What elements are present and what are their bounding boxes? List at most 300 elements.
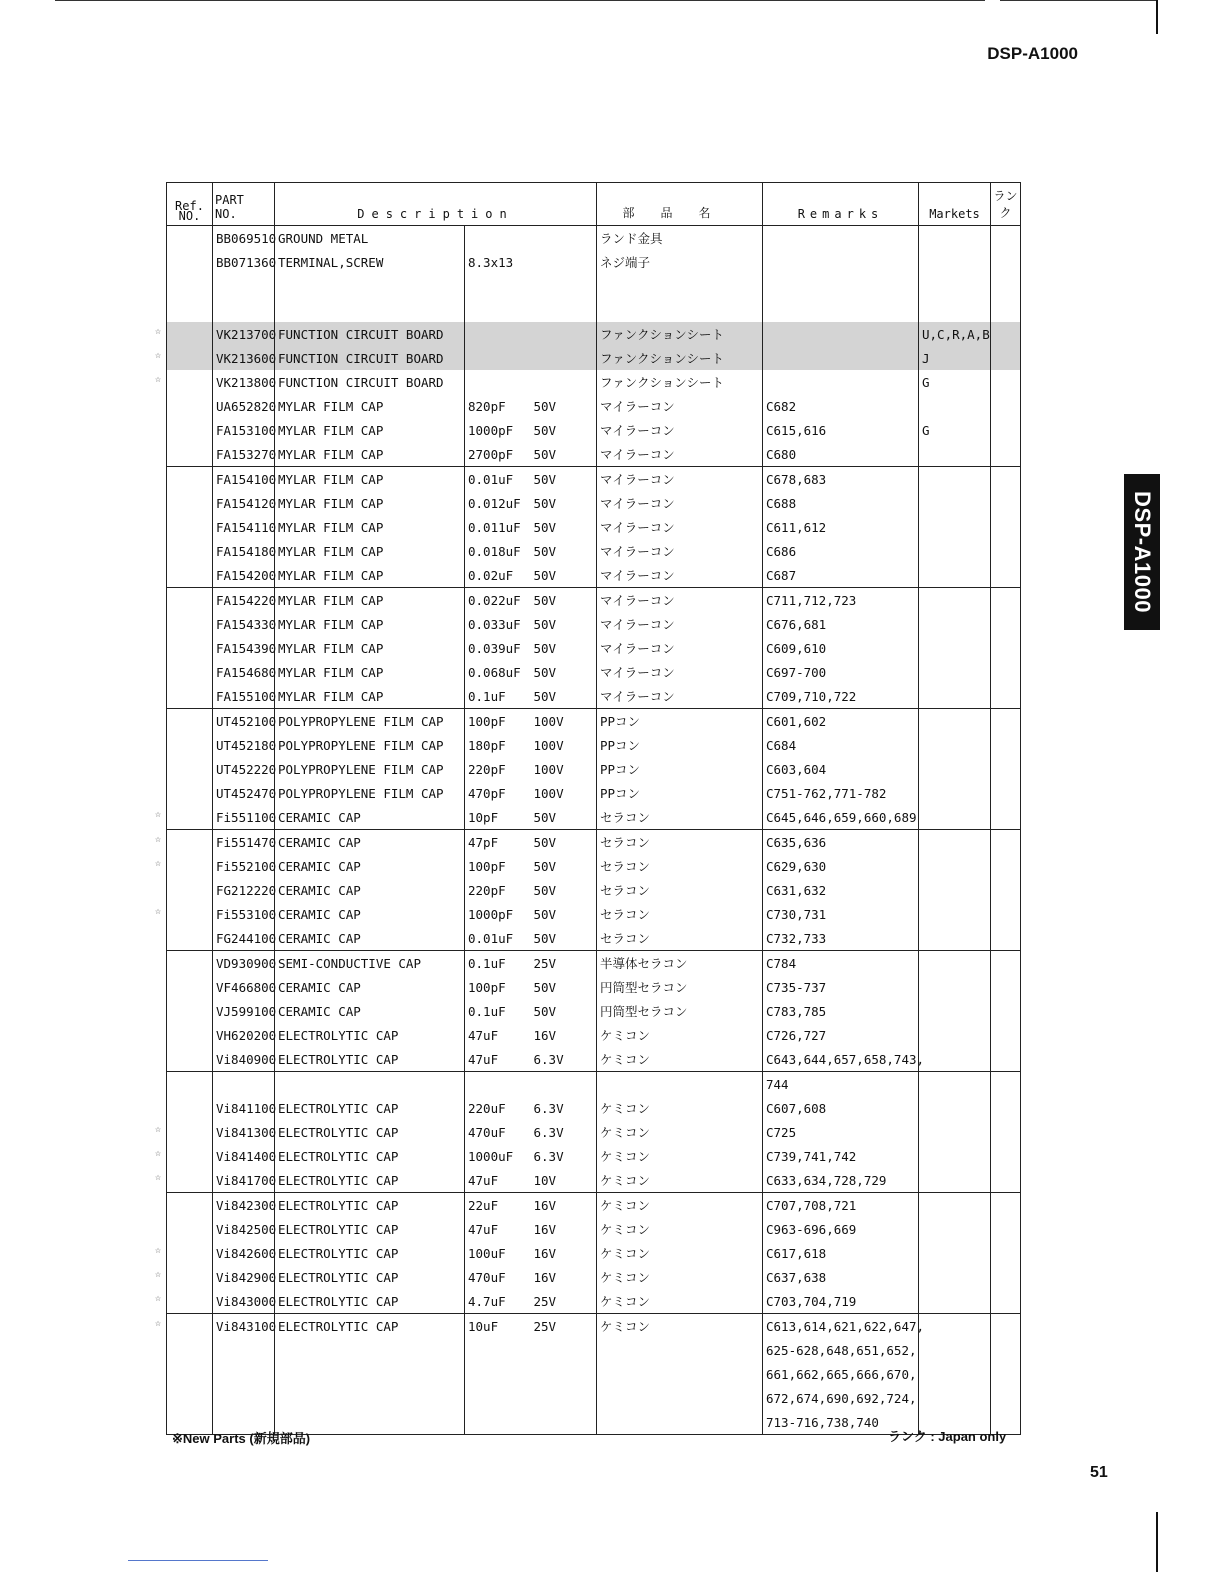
remarks-cell [763, 298, 919, 322]
markets-cell [919, 1362, 991, 1386]
value-cell: 820pF [465, 394, 531, 418]
part-number-cell: FA154680 [213, 660, 275, 684]
rank-cell [991, 660, 1021, 684]
description-cell [275, 1386, 465, 1410]
page-number: 51 [1090, 1464, 1108, 1481]
voltage-cell: 6.3V [531, 1096, 597, 1120]
japanese-name-cell: マイラーコン [597, 442, 763, 467]
rank-cell [991, 1362, 1021, 1386]
value-cell: 0.1uF [465, 684, 531, 709]
ref-cell [167, 733, 213, 757]
markets-cell [919, 1386, 991, 1410]
new-part-mark-icon: ☆ [155, 1269, 162, 1280]
part-number-cell: Fi553100 [213, 902, 275, 926]
description-cell: ELECTROLYTIC CAP [275, 1120, 465, 1144]
description-cell: ELECTROLYTIC CAP [275, 1023, 465, 1047]
remarks-cell: 661,662,665,666,670, [763, 1362, 919, 1386]
table-row [167, 878, 1021, 902]
new-part-mark-icon: ☆ [155, 858, 162, 869]
part-number-cell: FG244100 [213, 926, 275, 951]
crop-mark-bottom [1156, 1512, 1158, 1572]
voltage-cell: 50V [531, 830, 597, 855]
markets-cell [919, 1314, 991, 1339]
voltage-cell: 50V [531, 418, 597, 442]
description-cell: ELECTROLYTIC CAP [275, 1193, 465, 1218]
markets-cell [919, 902, 991, 926]
crop-mark-top [1156, 0, 1158, 34]
japanese-name-cell: ケミコン [597, 1096, 763, 1120]
ref-cell [167, 1096, 213, 1120]
value-cell [465, 1338, 531, 1362]
ref-cell [155, 346, 213, 370]
remarks-cell: C613,614,621,622,647, [763, 1314, 919, 1339]
table-row [167, 250, 1021, 274]
table-header-row [167, 183, 1021, 226]
markets-cell [919, 1023, 991, 1047]
remarks-cell: C963-696,669 [763, 1217, 919, 1241]
remarks-cell: C645,646,659,660,689 [763, 805, 919, 830]
part-number-cell: VJ599100 [213, 999, 275, 1023]
table-row [167, 1144, 1021, 1168]
description-cell: TERMINAL,SCREW [275, 250, 465, 274]
table-row [167, 1362, 1021, 1386]
japanese-name-cell: セラコン [597, 878, 763, 902]
rank-cell [991, 1144, 1021, 1168]
table-row [167, 442, 1021, 467]
description-cell [275, 1338, 465, 1362]
part-number-cell: Vi843000 [213, 1289, 275, 1314]
table-row [167, 1096, 1021, 1120]
remarks-cell: C739,741,742 [763, 1144, 919, 1168]
japanese-name-cell: セラコン [597, 830, 763, 855]
model-header: DSP-A1000 [987, 44, 1078, 63]
markets-cell [919, 1241, 991, 1265]
remarks-cell: C680 [763, 442, 919, 467]
markets-cell [919, 878, 991, 902]
ref-cell [155, 1144, 213, 1168]
table-row [167, 491, 1021, 515]
table-row [167, 1072, 1021, 1097]
header-markets: Markets [919, 183, 991, 226]
value-cell: 0.039uF [465, 636, 531, 660]
rank-cell [991, 226, 1021, 251]
markets-cell [919, 612, 991, 636]
value-cell: 0.018uF [465, 539, 531, 563]
table-row [167, 612, 1021, 636]
voltage-cell: 10V [531, 1168, 597, 1193]
remarks-cell: C643,644,657,658,743, [763, 1047, 919, 1072]
ref-cell [155, 902, 213, 926]
table-row [167, 226, 1021, 251]
markets-cell [919, 684, 991, 709]
markets-cell [919, 999, 991, 1023]
value-cell: 1000pF [465, 902, 531, 926]
value-cell: 47uF [465, 1168, 531, 1193]
description-cell: CERAMIC CAP [275, 878, 465, 902]
voltage-cell: 16V [531, 1023, 597, 1047]
part-number-cell: UT452470 [213, 781, 275, 805]
rank-cell [991, 467, 1021, 492]
markets-cell [919, 298, 991, 322]
rank-cell [991, 588, 1021, 613]
table-row [167, 515, 1021, 539]
voltage-cell: 6.3V [531, 1120, 597, 1144]
voltage-cell: 16V [531, 1265, 597, 1289]
part-number-cell: Vi841400 [213, 1144, 275, 1168]
japanese-name-cell: ケミコン [597, 1144, 763, 1168]
markets-cell: G [919, 370, 991, 394]
description-cell [275, 1072, 465, 1097]
rank-cell [991, 515, 1021, 539]
ref-cell [167, 1338, 213, 1362]
ref-cell [167, 467, 213, 492]
part-number-cell: UT452220 [213, 757, 275, 781]
part-number-cell: FA154100 [213, 467, 275, 492]
voltage-cell: 100V [531, 733, 597, 757]
voltage-cell: 25V [531, 1289, 597, 1314]
ref-cell [167, 1386, 213, 1410]
voltage-cell: 50V [531, 588, 597, 613]
japanese-name-cell: PPコン [597, 709, 763, 734]
table-row [167, 418, 1021, 442]
ref-cell [167, 250, 213, 274]
remarks-cell: C751-762,771-782 [763, 781, 919, 805]
voltage-cell [531, 274, 597, 298]
description-cell: CERAMIC CAP [275, 902, 465, 926]
japanese-name-cell [597, 1072, 763, 1097]
table-row [167, 1168, 1021, 1193]
markets-cell [919, 781, 991, 805]
rank-cell [991, 346, 1021, 370]
markets-cell: G [919, 418, 991, 442]
remarks-cell: C633,634,728,729 [763, 1168, 919, 1193]
japanese-name-cell: PPコン [597, 733, 763, 757]
value-cell [465, 298, 531, 322]
rank-cell [991, 781, 1021, 805]
rank-cell [991, 250, 1021, 274]
value-cell: 100pF [465, 975, 531, 999]
table-row [167, 757, 1021, 781]
description-cell: ELECTROLYTIC CAP [275, 1047, 465, 1072]
ref-cell [155, 322, 213, 346]
value-cell: 10pF [465, 805, 531, 830]
japanese-name-cell: ファンクションシート [597, 346, 763, 370]
description-cell: SEMI-CONDUCTIVE CAP [275, 951, 465, 976]
remarks-cell: C687 [763, 563, 919, 588]
table-row [167, 1023, 1021, 1047]
value-cell: 470uF [465, 1265, 531, 1289]
japanese-name-cell [597, 1338, 763, 1362]
japanese-name-cell: マイラーコン [597, 394, 763, 418]
value-cell [465, 1362, 531, 1386]
part-number-cell [213, 1362, 275, 1386]
header-description: Description [275, 183, 597, 226]
rank-cell [991, 1289, 1021, 1314]
remarks-cell [763, 322, 919, 346]
markets-cell [919, 709, 991, 734]
voltage-cell [531, 1338, 597, 1362]
description-cell: CERAMIC CAP [275, 854, 465, 878]
part-number-cell: FA154200 [213, 563, 275, 588]
remarks-cell: C735-737 [763, 975, 919, 999]
japanese-name-cell: マイラーコン [597, 660, 763, 684]
table-row [167, 1241, 1021, 1265]
description-cell: CERAMIC CAP [275, 830, 465, 855]
value-cell: 47uF [465, 1023, 531, 1047]
japanese-name-cell: セラコン [597, 854, 763, 878]
remarks-cell: 744 [763, 1072, 919, 1097]
part-number-cell [213, 1072, 275, 1097]
japanese-name-cell: 半導体セラコン [597, 951, 763, 976]
value-cell: 100pF [465, 854, 531, 878]
part-number-cell: Vi842600 [213, 1241, 275, 1265]
description-cell: FUNCTION CIRCUIT BOARD [275, 370, 465, 394]
rank-cell [991, 1120, 1021, 1144]
voltage-cell [531, 370, 597, 394]
description-cell: MYLAR FILM CAP [275, 563, 465, 588]
table-row [167, 1386, 1021, 1410]
japanese-name-cell: セラコン [597, 805, 763, 830]
markets-cell [919, 491, 991, 515]
description-cell: CERAMIC CAP [275, 975, 465, 999]
description-cell: ELECTROLYTIC CAP [275, 1144, 465, 1168]
parts-table [155, 182, 1021, 1435]
value-cell [465, 322, 531, 346]
table-row [167, 394, 1021, 418]
table-row [167, 298, 1021, 322]
rank-cell [991, 322, 1021, 346]
ref-cell [155, 1120, 213, 1144]
description-cell [275, 1362, 465, 1386]
description-cell: ELECTROLYTIC CAP [275, 1096, 465, 1120]
ref-cell [167, 660, 213, 684]
japanese-name-cell: ケミコン [597, 1023, 763, 1047]
part-number-cell: VD930900 [213, 951, 275, 976]
remarks-cell: 625-628,648,651,652, [763, 1338, 919, 1362]
part-number-cell: VK213700 [213, 322, 275, 346]
table-row [167, 830, 1021, 855]
table-row [167, 854, 1021, 878]
description-cell: ELECTROLYTIC CAP [275, 1217, 465, 1241]
table-row [167, 709, 1021, 734]
remarks-cell: C688 [763, 491, 919, 515]
value-cell: 47uF [465, 1217, 531, 1241]
voltage-cell [531, 298, 597, 322]
ref-cell [167, 1193, 213, 1218]
markets-cell [919, 515, 991, 539]
japanese-name-cell: ファンクションシート [597, 370, 763, 394]
voltage-cell: 6.3V [531, 1047, 597, 1072]
value-cell: 470pF [465, 781, 531, 805]
remarks-cell: C676,681 [763, 612, 919, 636]
part-number-cell: FA154180 [213, 539, 275, 563]
value-cell: 0.012uF [465, 491, 531, 515]
value-cell: 1000pF [465, 418, 531, 442]
rank-cell [991, 878, 1021, 902]
rank-cell [991, 902, 1021, 926]
part-number-cell: Vi841700 [213, 1168, 275, 1193]
description-cell: MYLAR FILM CAP [275, 539, 465, 563]
value-cell: 0.02uF [465, 563, 531, 588]
value-cell: 0.068uF [465, 660, 531, 684]
part-number-cell: Vi840900 [213, 1047, 275, 1072]
japanese-name-cell [597, 298, 763, 322]
ref-cell [167, 442, 213, 467]
markets-cell [919, 1047, 991, 1072]
value-cell: 2700pF [465, 442, 531, 467]
part-number-cell: FA154220 [213, 588, 275, 613]
japanese-name-cell: マイラーコン [597, 418, 763, 442]
remarks-cell [763, 226, 919, 251]
remarks-cell: 672,674,690,692,724, [763, 1386, 919, 1410]
markets-cell [919, 1168, 991, 1193]
japanese-name-cell: マイラーコン [597, 636, 763, 660]
table-row [167, 1338, 1021, 1362]
markets-cell [919, 757, 991, 781]
rank-cell [991, 733, 1021, 757]
remarks-cell: C784 [763, 951, 919, 976]
remarks-cell: C603,604 [763, 757, 919, 781]
remarks-cell [763, 274, 919, 298]
description-cell: MYLAR FILM CAP [275, 515, 465, 539]
value-cell [465, 274, 531, 298]
side-tab [1124, 474, 1160, 630]
ref-cell [167, 226, 213, 251]
voltage-cell [531, 1362, 597, 1386]
value-cell [465, 1386, 531, 1410]
japanese-name-cell [597, 274, 763, 298]
table-row [167, 1314, 1021, 1339]
japanese-name-cell: ケミコン [597, 1217, 763, 1241]
ref-cell [155, 830, 213, 855]
description-cell: POLYPROPYLENE FILM CAP [275, 781, 465, 805]
value-cell: 1000uF [465, 1144, 531, 1168]
voltage-cell [531, 346, 597, 370]
japanese-name-cell: マイラーコン [597, 515, 763, 539]
description-cell: MYLAR FILM CAP [275, 418, 465, 442]
voltage-cell: 50V [531, 612, 597, 636]
rank-cell [991, 370, 1021, 394]
table-row [167, 346, 1021, 370]
voltage-cell: 50V [531, 394, 597, 418]
markets-cell [919, 442, 991, 467]
ref-cell [167, 298, 213, 322]
description-cell: MYLAR FILM CAP [275, 612, 465, 636]
voltage-cell: 50V [531, 805, 597, 830]
value-cell: 0.01uF [465, 926, 531, 951]
value-cell: 220pF [465, 757, 531, 781]
side-tab-label: DSP-A1000 [1130, 491, 1155, 613]
ref-cell [155, 370, 213, 394]
part-number-cell: Vi842900 [213, 1265, 275, 1289]
rank-cell [991, 563, 1021, 588]
description-cell: CERAMIC CAP [275, 999, 465, 1023]
part-number-cell: VK213800 [213, 370, 275, 394]
description-cell: MYLAR FILM CAP [275, 660, 465, 684]
value-cell: 220pF [465, 878, 531, 902]
rank-note: ランク : Japan only [888, 1429, 1007, 1444]
remarks-cell: C686 [763, 539, 919, 563]
part-number-cell: FA154110 [213, 515, 275, 539]
voltage-cell [531, 250, 597, 274]
markets-cell [919, 1193, 991, 1218]
header-japanese-name: 部品名 [597, 183, 763, 226]
part-number-cell: Fi551470 [213, 830, 275, 855]
part-number-cell: Vi841100 [213, 1096, 275, 1120]
rank-cell [991, 1047, 1021, 1072]
value-cell: 180pF [465, 733, 531, 757]
rank-cell [991, 1265, 1021, 1289]
part-number-cell [213, 1338, 275, 1362]
voltage-cell: 16V [531, 1217, 597, 1241]
new-part-mark-icon: ☆ [155, 350, 162, 361]
markets-cell: J [919, 346, 991, 370]
ref-cell [167, 926, 213, 951]
voltage-cell [531, 1386, 597, 1410]
part-number-cell: FA155100 [213, 684, 275, 709]
part-number-cell: FG212220 [213, 878, 275, 902]
rank-cell [991, 854, 1021, 878]
part-number-cell: Vi842300 [213, 1193, 275, 1218]
table-row [167, 999, 1021, 1023]
ref-cell [155, 1241, 213, 1265]
table-row [167, 805, 1021, 830]
value-cell: 0.1uF [465, 951, 531, 976]
remarks-cell: C635,636 [763, 830, 919, 855]
voltage-cell: 50V [531, 636, 597, 660]
ref-cell [167, 636, 213, 660]
voltage-cell: 50V [531, 515, 597, 539]
ref-cell [167, 394, 213, 418]
voltage-cell: 50V [531, 854, 597, 878]
ref-cell [155, 1168, 213, 1193]
remarks-cell: C611,612 [763, 515, 919, 539]
new-part-mark-icon: ☆ [155, 1172, 162, 1183]
table-row [167, 684, 1021, 709]
ref-cell [167, 1023, 213, 1047]
description-cell: MYLAR FILM CAP [275, 684, 465, 709]
markets-cell [919, 660, 991, 684]
markets-cell [919, 1265, 991, 1289]
description-cell: FUNCTION CIRCUIT BOARD [275, 322, 465, 346]
markets-cell [919, 1096, 991, 1120]
voltage-cell: 16V [531, 1241, 597, 1265]
rank-cell [991, 1168, 1021, 1193]
ref-cell [167, 1217, 213, 1241]
new-part-mark-icon: ☆ [155, 809, 162, 820]
markets-cell [919, 926, 991, 951]
table-row [167, 781, 1021, 805]
ref-cell [167, 491, 213, 515]
rank-cell [991, 926, 1021, 951]
remarks-cell: C730,731 [763, 902, 919, 926]
rank-cell [991, 709, 1021, 734]
japanese-name-cell: セラコン [597, 902, 763, 926]
voltage-cell: 50V [531, 926, 597, 951]
rank-cell [991, 1241, 1021, 1265]
ref-cell [167, 418, 213, 442]
rank-cell [991, 805, 1021, 830]
part-number-cell: FA153100 [213, 418, 275, 442]
rank-cell [991, 612, 1021, 636]
table-row [167, 588, 1021, 613]
value-cell: 4.7uF [465, 1289, 531, 1314]
new-part-mark-icon: ☆ [155, 1293, 162, 1304]
ref-cell [167, 757, 213, 781]
markets-cell [919, 226, 991, 251]
remarks-cell: C617,618 [763, 1241, 919, 1265]
markets-cell [919, 975, 991, 999]
